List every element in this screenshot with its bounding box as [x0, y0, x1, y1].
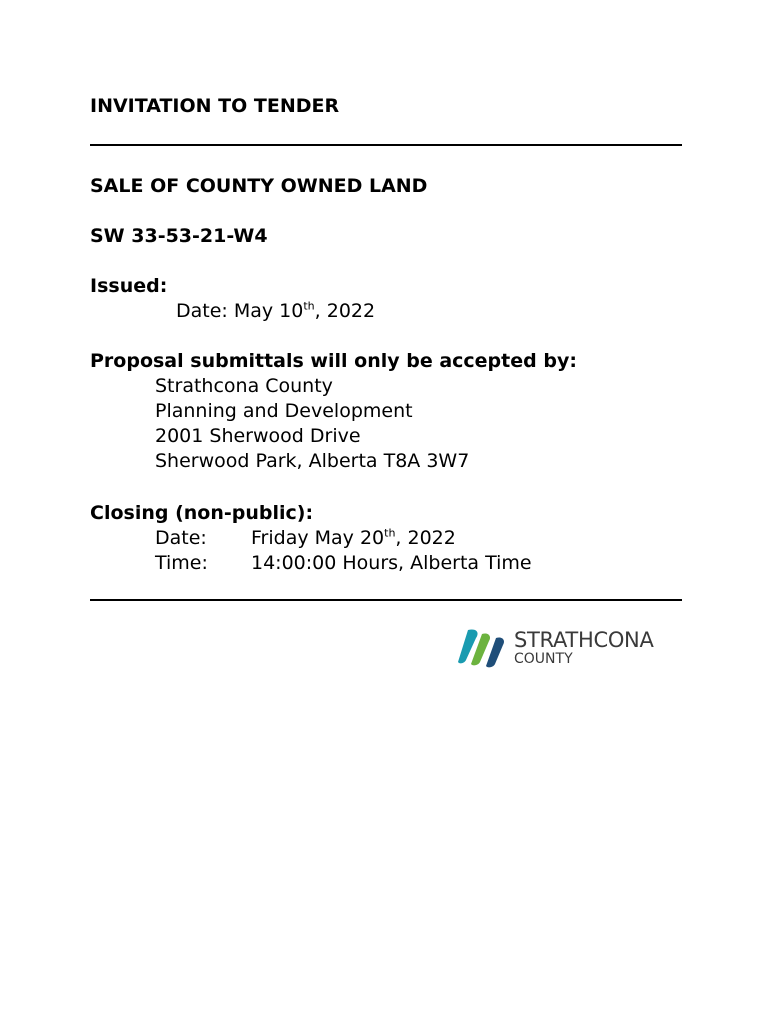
closing-time-row [155, 552, 532, 574]
closing-date-label: Date: [155, 527, 207, 549]
address-line-organization: Strathcona County [155, 375, 333, 397]
bottom-divider [90, 599, 682, 601]
legal-land-description: SW 33-53-21-W4 [90, 225, 268, 247]
address-line-street: 2001 Sherwood Drive [155, 425, 361, 447]
closing-heading: Closing (non-public): [90, 502, 314, 524]
address-line-department: Planning and Development [155, 400, 413, 422]
closing-date-rest: , 2022 [395, 527, 456, 549]
issued-date-suffix: th [303, 299, 315, 313]
strathcona-county-logo [456, 626, 676, 670]
issued-heading: Issued: [90, 275, 168, 297]
closing-date-suffix: th [384, 526, 396, 540]
document-subject: SALE OF COUNTY OWNED LAND [90, 175, 428, 197]
logo-mark-icon [456, 626, 508, 668]
closing-time-label: Time: [155, 552, 208, 574]
closing-time-value: 14:00:00 Hours, Alberta Time [251, 552, 532, 574]
address-line-city: Sherwood Park, Alberta T8A 3W7 [155, 450, 470, 472]
issued-date-prefix: Date: May 10 [176, 300, 304, 322]
closing-date-prefix: Friday May 20 [251, 527, 385, 549]
logo-text-county: COUNTY [514, 651, 573, 667]
issued-date [176, 300, 375, 322]
document-title: INVITATION TO TENDER [90, 95, 340, 117]
issued-date-rest: , 2022 [314, 300, 376, 322]
submittals-heading: Proposal submittals will only be accepted by: [90, 350, 577, 372]
closing-date-row [155, 527, 456, 549]
top-divider [90, 144, 682, 146]
logo-text-strathcona: STRATHCONA [514, 628, 654, 652]
